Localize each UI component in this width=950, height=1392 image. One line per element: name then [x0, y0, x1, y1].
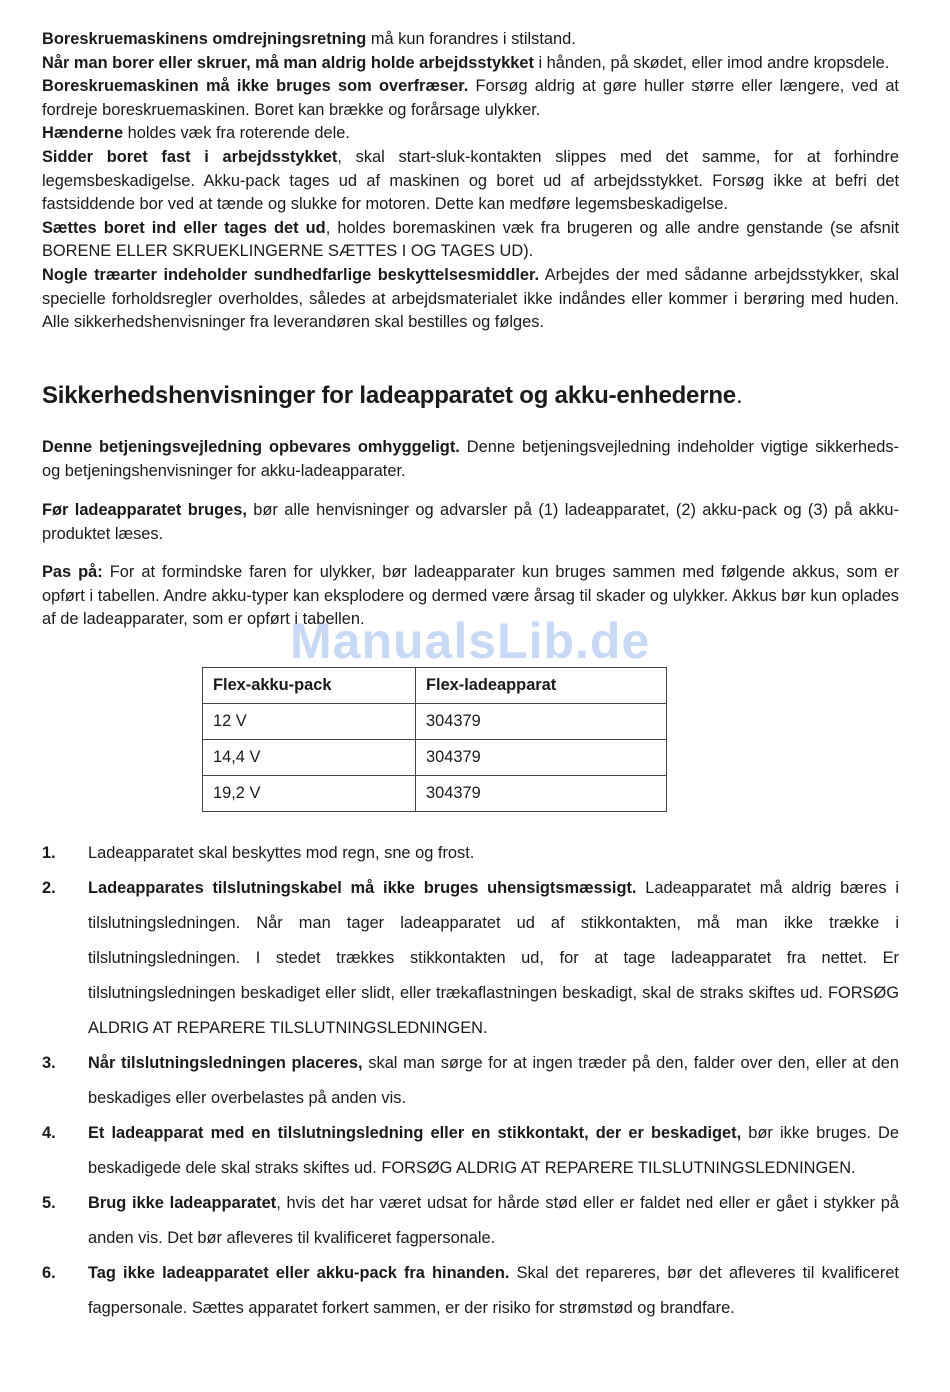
table-header: Flex-akku-pack [203, 668, 416, 704]
list-item [42, 1256, 899, 1326]
list-item-text: Ladeapparates tilslutningskabel må ikke bruges uhensigtsmæssigt. Ladeapparatet må aldrig bæres i tilslutningsledningen. Når man tager ladeapparatet ud af stikkontakten, må man ikke trække i tilslutningsledningen. I stedet trækkes stikkontakten ud, for at tage ladeapparatet fra nettet. Er tilslutningsledningen beskadiget eller slidt, eller trækaflastningen beskadigt, skal de straks skiftes ud. FORSØG ALDRIG AT REPARERE TILSLUTNINGSLEDNINGEN. [88, 879, 899, 1037]
paragraph-stuck-bit: Sidder boret fast i arbejdsstykket, skal start-sluk-kontakten slippes med det samme, for at forhindre legemsbeskadigelse. Akku-pack tages ud af maskinen og boret ud af arbejdsstykket. Forsøg ikke at befri det fastsiddende bor ved at tænde og slukke for motoren. Dette kan medføre legemsbeskadigelse. [42, 147, 900, 214]
list-item-text: Når tilslutningsledningen placeres, skal man sørge for at ingen træder på den, falder over den, eller at den beskadiges eller overbelastes på anden vis. [88, 1054, 899, 1107]
list-item-text: Ladeapparatet skal beskyttes mod regn, sne og frost. [88, 844, 475, 862]
table-header-row [203, 668, 667, 704]
battery-charger-table [202, 667, 667, 812]
table-cell: 19,2 V [203, 776, 416, 812]
paragraph-hands: Hænderne holdes væk fra roterende dele. [42, 124, 350, 143]
top-safety-text [42, 28, 899, 335]
table-cell: 304379 [416, 776, 667, 812]
list-item-number: 1. [42, 844, 56, 862]
list-item-text: Et ladeapparat med en tilslutningsledning eller en stikkontakt, der er beskadiget, bør ikke bruges. De beskadigede dele skal straks skiftes ud. FORSØG ALDRIG AT REPARERE TILSLUTNINGSLEDNINGEN. [88, 1124, 900, 1177]
list-item-number: 5. [42, 1194, 56, 1212]
table-row [203, 740, 667, 776]
list-item [42, 1186, 899, 1256]
table-row [203, 704, 667, 740]
paragraph-holding: Når man borer eller skruer, må man aldrig holde arbejdsstykket i hånden, på skødet, eller imod andre kropsdele. [42, 53, 890, 72]
list-item-number: 2. [42, 879, 56, 897]
list-item-number: 4. [42, 1124, 56, 1142]
list-item-text: Brug ikke ladeapparatet, hvis det har været udsat for hårde stød eller er faldet ned eller er gået i stykker på anden vis. Det bør afleveres til kvalificeret fagpersonale. [88, 1194, 899, 1247]
list-item [42, 1116, 899, 1186]
paragraph-direction: Boreskruemaskinens omdrejningsretning må kun forandres i stilstand. [42, 30, 576, 48]
paragraph-router: Boreskruemaskinen må ikke bruges som overfræser. Forsøg aldrig at gøre huller større eller længere, ved at fordreje boreskruemaskinen. Boret kan brække og forårsage ulykker. [42, 77, 899, 119]
table-cell: 304379 [416, 704, 667, 740]
list-item [42, 871, 899, 1046]
list-item [42, 836, 899, 871]
paragraph-wood-types: Nogle træarter indeholder sundhedfarlige beskyttelsesmiddler. Arbejdes der med sådanne arbejdsstykker, skal specielle forholdsregler overholdes, således at arbejdsmaterialet ikke indåndes eller kommer i berøring med huden. Alle sikkerhedshenvisninger fra leverandøren skal bestilles og følges. [42, 265, 899, 332]
intro-paragraph-before-use: Før ladeapparatet bruges, bør alle henvisninger og advarsler på (1) ladeapparatet, (2) akku-pack og (3) på akku-produktet læses. [42, 501, 899, 543]
list-item-number: 3. [42, 1054, 56, 1072]
intro-paragraph-caution: Pas på: For at formindske faren for ulykker, bør ladeapparater kun bruges sammen med følgende akkus, som er opført i tabellen. Andre akku-typer kan eksplodere og dermed være årsag til skader og ulykker. Akkus bør kun oplades af de ladeapparater, som er opført i tabellen. [42, 563, 899, 629]
paragraph-insert-bit: Sættes boret ind eller tages det ud, holdes boremaskinen væk fra brugeren og alle andre genstande (se afsnit BORENE ELLER SKRUEKLINGERNE SÆTTES I OG TAGES UD). [42, 218, 899, 261]
table-row [203, 776, 667, 812]
list-item [42, 1046, 899, 1116]
intro-paragraph-keep-manual: Denne betjeningsvejledning opbevares omhyggeligt. Denne betjeningsvejledning indeholder vigtige sikkerheds- og betjeningshenvisninger for akku-ladeapparater. [42, 438, 899, 480]
watermark: ManualsLib.de [290, 613, 651, 669]
list-item-text: Tag ikke ladeapparatet eller akku-pack fra hinanden. Skal det repareres, bør det afleveres til kvalificeret fagpersonale. Sættes apparatet forkert sammen, er der risiko for strømstød og brandfare. [88, 1264, 899, 1317]
charger-safety-list [42, 836, 899, 1326]
table-cell: 12 V [203, 704, 416, 740]
table-cell: 304379 [416, 740, 667, 776]
list-item-number: 6. [42, 1264, 56, 1282]
table-header: Flex-ladeapparat [416, 668, 667, 704]
section-title: Sikkerhedshenvisninger for ladeapparatet og akku-enhederne. [42, 382, 743, 409]
table-cell: 14,4 V [203, 740, 416, 776]
